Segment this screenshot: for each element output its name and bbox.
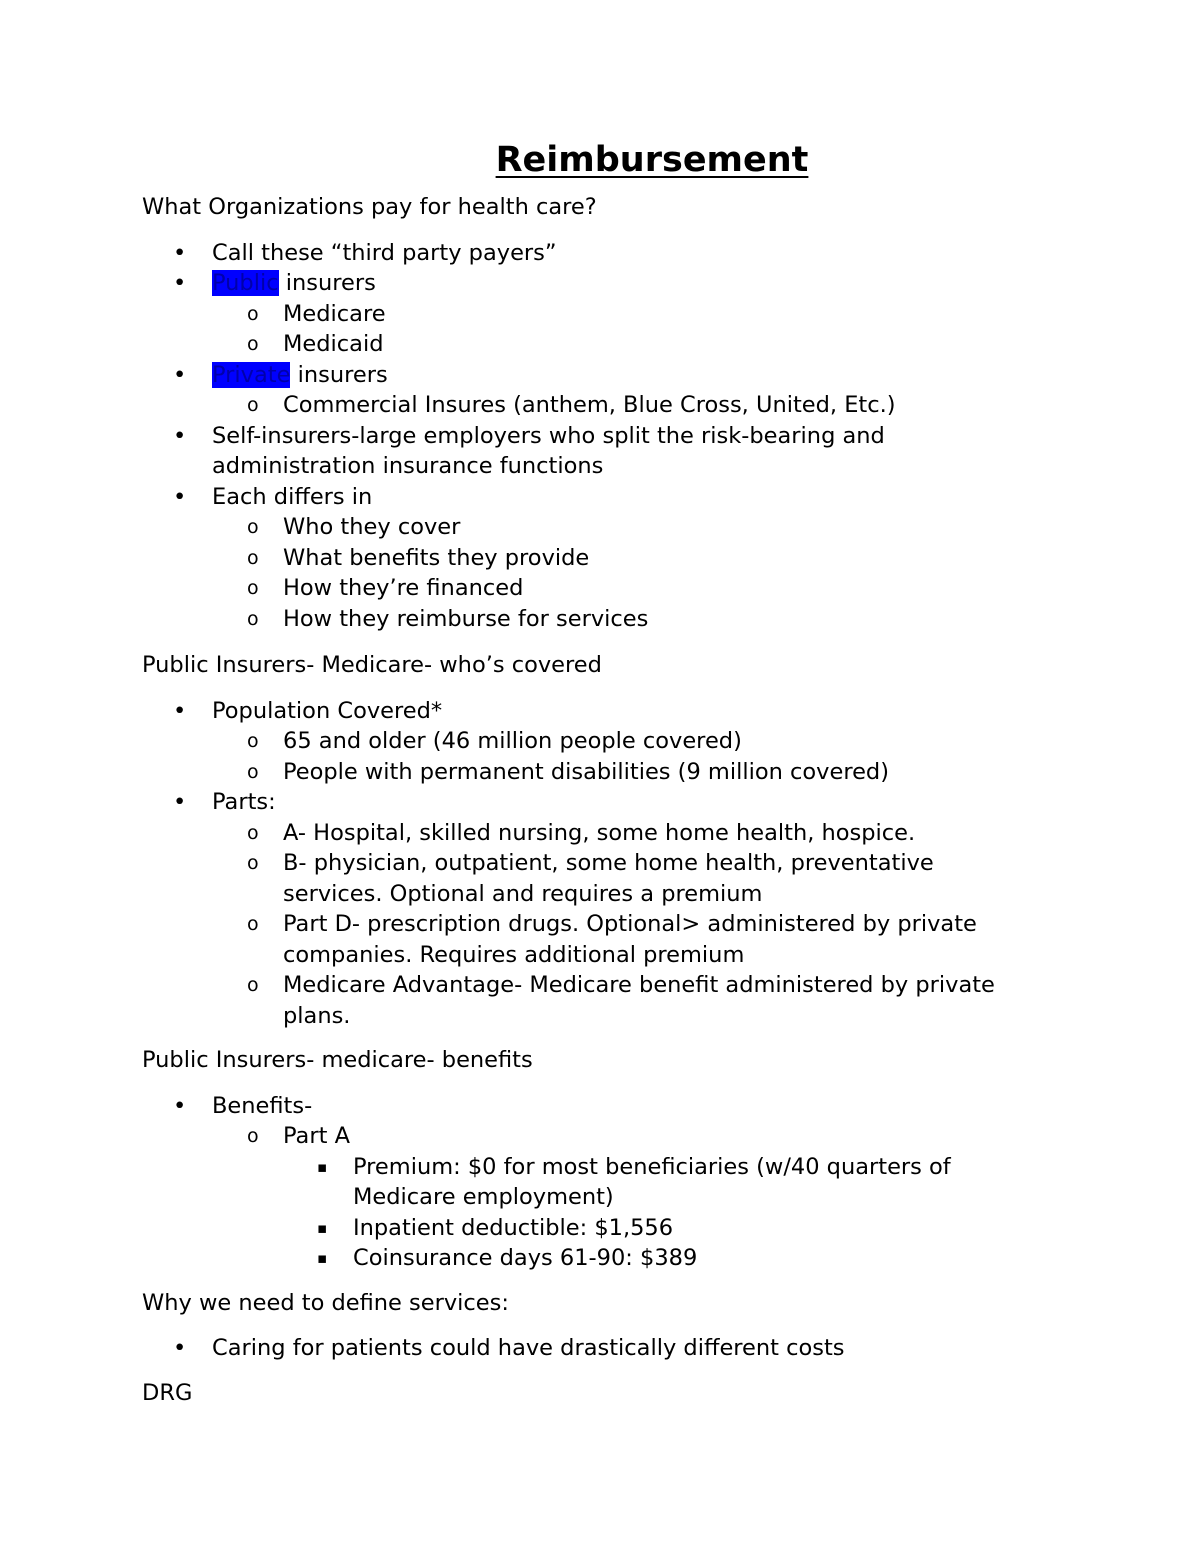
list-item — [142, 1333, 1042, 1364]
sub-list-item-text: Commercial Insures (anthem, Blue Cross, United, Etc.) — [283, 392, 896, 418]
highlighted-text: Public — [212, 270, 279, 296]
circle-marker: o — [247, 394, 259, 416]
sub-list-item — [142, 543, 1042, 574]
sub-list-item — [142, 726, 1042, 757]
list-item — [142, 421, 1042, 482]
circle-marker: o — [247, 760, 259, 783]
sub-list-item — [142, 604, 1042, 635]
list-item-text: Caring for patients could have drastically different costs — [212, 1335, 845, 1361]
circle-marker: o — [247, 546, 259, 569]
bullet-marker: • — [173, 789, 187, 815]
sub-sub-list-item — [142, 1243, 1042, 1274]
list-item — [142, 360, 1042, 391]
sub-list-item — [142, 512, 1042, 543]
list-item — [142, 268, 1042, 299]
sub-list-item-text: 65 and older (46 million people covered) — [283, 728, 742, 754]
define-services-list — [142, 1333, 1042, 1364]
bullet-marker: • — [173, 1092, 187, 1119]
sub-list-item-text: Medicare Advantage- Medicare benefit administered by private plans. — [283, 972, 995, 1029]
sub-list-item-text: Part A — [283, 1123, 350, 1149]
list-item-text: insurers — [290, 361, 388, 388]
list-item — [142, 1091, 1042, 1122]
bullet-marker: • — [173, 239, 187, 266]
list-item-text: Self-insurers-large employers who split the risk-bearing and administration insurance functions — [212, 422, 885, 479]
sub-list-item-text: Who they cover — [283, 514, 461, 540]
sub-list-item-text: B- physician, outpatient, some home health, preventative services. Optional and requires a premium — [283, 850, 934, 907]
list-item — [142, 482, 1042, 513]
sub-list-item-text: How they reimburse for services — [283, 605, 649, 632]
list-item-text: insurers — [278, 270, 376, 296]
highlighted-text: Private — [212, 361, 291, 388]
sub-list-item — [142, 299, 1042, 330]
circle-marker: o — [247, 1125, 259, 1147]
sub-list-item-text: What benefits they provide — [283, 544, 590, 571]
medicare-benefits-list — [142, 1091, 1042, 1274]
circle-marker: o — [247, 821, 259, 844]
square-marker: ▪ — [317, 1157, 328, 1176]
organizations-list — [142, 238, 1042, 635]
bullet-marker: • — [173, 483, 187, 510]
sub-list-item — [142, 573, 1042, 604]
sub-sub-list-item-text: Inpatient deductible: $1,556 — [353, 1214, 674, 1241]
circle-marker: o — [247, 302, 259, 325]
sub-sub-list-item-text: Coinsurance days 61-90: $389 — [353, 1245, 698, 1271]
medicare-covered-list — [142, 696, 1042, 1032]
sub-list-item — [142, 909, 1042, 970]
sub-list-item — [142, 390, 1042, 421]
list-item-text: Parts: — [212, 789, 276, 815]
circle-marker: o — [247, 333, 259, 355]
sub-list-item-text: Medicare — [283, 300, 386, 327]
sub-sub-list-item — [142, 1152, 1042, 1213]
sub-list-item-text: A- Hospital, skilled nursing, some home health, hospice. — [283, 819, 916, 846]
list-item — [142, 787, 1042, 818]
page-title: Reimbursement — [495, 140, 809, 180]
list-item — [142, 238, 1042, 269]
sub-list-item-text: People with permanent disabilities (9 million covered) — [283, 758, 889, 785]
bullet-marker: • — [173, 1335, 187, 1361]
list-item-text: Each differs in — [212, 483, 373, 510]
bullet-marker: • — [173, 270, 187, 296]
square-marker: ▪ — [317, 1249, 328, 1267]
sub-list-item — [142, 757, 1042, 788]
sub-list-item-text: How they’re financed — [283, 575, 524, 601]
sub-list-item-text: Part D- prescription drugs. Optional> administered by private companies. Requires additional premium — [283, 911, 977, 968]
sub-list-item — [142, 1121, 1042, 1152]
section-heading-medicare-covered: Public Insurers- Medicare- who’s covered — [142, 652, 602, 678]
sub-list-item-text: Medicaid — [283, 331, 384, 357]
sub-sub-list-item — [142, 1213, 1042, 1244]
list-item — [142, 696, 1042, 727]
sub-list-item — [142, 848, 1042, 909]
section-heading-define-services: Why we need to define services: — [142, 1289, 509, 1316]
square-marker: ▪ — [317, 1218, 328, 1237]
sub-list-item — [142, 970, 1042, 1031]
bullet-marker: • — [173, 361, 187, 388]
list-item-text: Benefits- — [212, 1092, 313, 1119]
document-page — [142, 138, 1042, 1408]
circle-marker: o — [247, 516, 259, 538]
section-heading-drg: DRG — [142, 1379, 193, 1406]
circle-marker: o — [247, 974, 259, 996]
circle-marker: o — [247, 730, 259, 752]
sub-list-item — [142, 329, 1042, 360]
circle-marker: o — [247, 577, 259, 599]
sub-sub-list-item-text: Premium: $0 for most beneficiaries (w/40 quarters of Medicare employment) — [353, 1153, 951, 1210]
circle-marker: o — [247, 852, 259, 874]
list-item-text: Population Covered* — [212, 697, 443, 724]
sub-list-item — [142, 818, 1042, 849]
section-heading-organizations: What Organizations pay for health care? — [142, 194, 597, 220]
section-heading-medicare-benefits: Public Insurers- medicare- benefits — [142, 1047, 533, 1073]
circle-marker: o — [247, 913, 259, 935]
bullet-marker: • — [173, 697, 187, 724]
list-item-text: Call these “third party payers” — [212, 239, 557, 266]
circle-marker: o — [247, 607, 259, 630]
bullet-marker: • — [173, 422, 187, 449]
